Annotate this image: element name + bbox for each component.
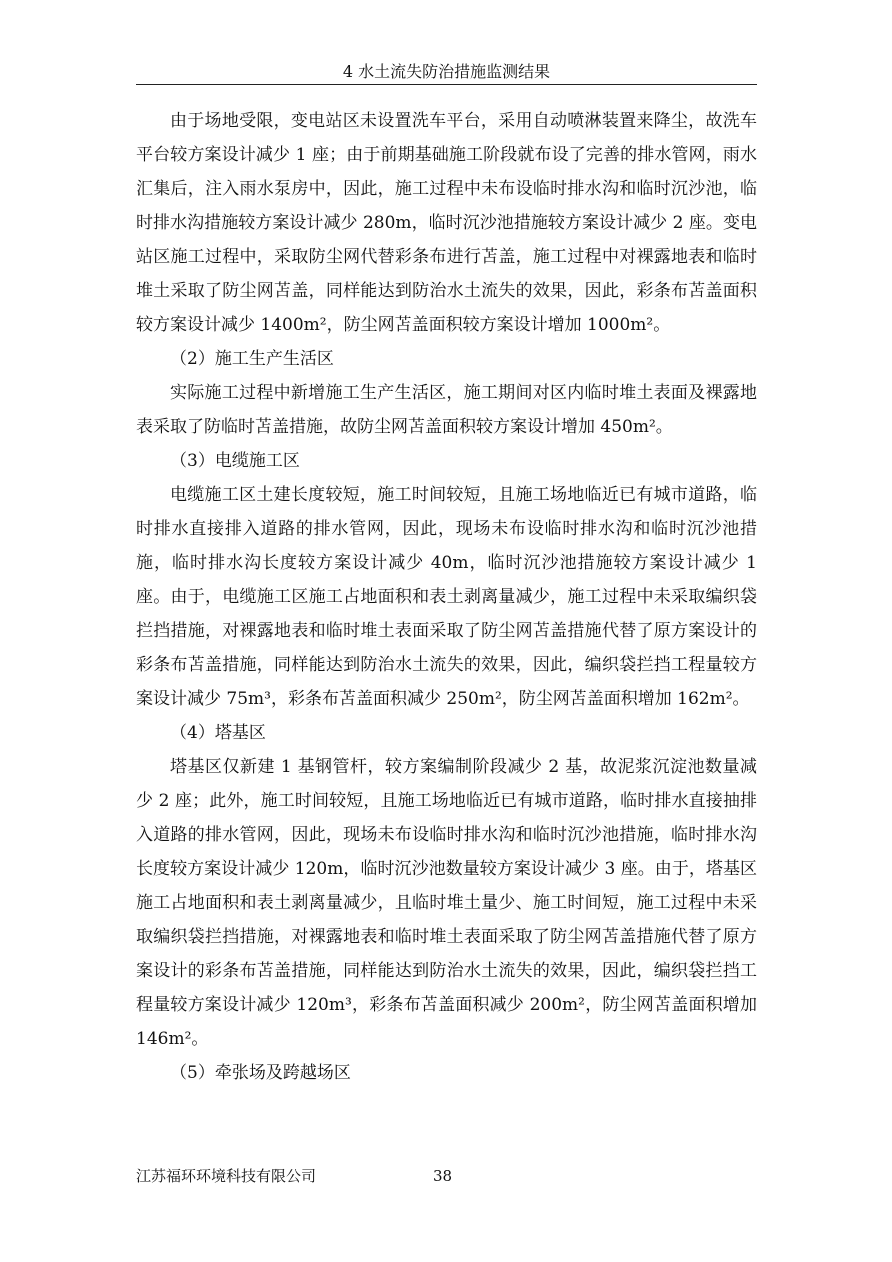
paragraph-cable-area: 电缆施工区土建长度较短，施工时间较短，且施工场地临近已有城市道路，临时排水直接排入道路的排水管网，因此，现场未布设临时排水沟和临时沉沙池措施，临时排水沟长度较方案设计减少 40m，临时沉沙池措施较方案设计减少 1 座。由于，电缆施工区施工占地面积和表土剥离量减少，施工过程中未采取编织袋拦挡措施，对裸露地表和临时堆土表面采取了防尘网苫盖措施代替了原方案设计的彩条布苫盖措施，同样能达到防治水土流失的效果，因此，编织袋拦挡工程量较方案设计减少 75m³，彩条布苫盖面积减少 250m²，防尘网苫盖面积增加 162m²。: [136, 485, 757, 709]
heading-construction-living-area: （2）施工生产生活区: [170, 349, 334, 369]
body-text: [136, 104, 757, 1090]
paragraph-tower-base-area: 塔基区仅新建 1 基钢管杆，较方案编制阶段减少 2 基，故泥浆沉淀池数量减少 2 座；此外，施工时间较短，且施工场地临近已有城市道路，临时排水直接抽排入道路的排水管网，因此，现场未布设临时排水沟和临时沉沙池措施，临时排水沟长度较方案设计减少 120m，临时沉沙池数量较方案设计减少 3 座。由于，塔基区施工占地面积和表土剥离量减少，且临时堆土量少、施工时间短，施工过程中未采取编织袋拦挡措施，对裸露地表和临时堆土表面采取了防尘网苫盖措施代替了原方案设计的彩条布苫盖措施，同样能达到防治水土流失的效果，因此，编织袋拦挡工程量较方案设计减少 120m³，彩条布苫盖面积减少 200m²，防尘网苫盖面积增加 146m²。: [136, 757, 757, 1049]
heading-tension-crossing-area: （5）牵张场及跨越场区: [170, 1063, 351, 1083]
heading-cable-area: （3）电缆施工区: [170, 451, 300, 471]
paragraph-substation: 由于场地受限，变电站区未设置洗车平台，采用自动喷淋装置来降尘，故洗车平台较方案设计减少 1 座；由于前期基础施工阶段就布设了完善的排水管网，雨水汇集后，注入雨水泵房中，因此，施工过程中未布设临时排水沟和临时沉沙池，临时排水沟措施较方案设计减少 280m，临时沉沙池措施较方案设计减少 2 座。变电站区施工过程中，采取防尘网代替彩条布进行苫盖，施工过程中对裸露地表和临时堆土采取了防尘网苫盖，同样能达到防治水土流失的效果，因此，彩条布苫盖面积较方案设计减少 1400m²，防尘网苫盖面积较方案设计增加 1000m²。: [136, 111, 758, 335]
header-rule: [136, 84, 757, 85]
running-header: 4 水土流失防治措施监测结果: [342, 62, 551, 81]
heading-tower-base-area: （4）塔基区: [170, 723, 266, 743]
page-number: 38: [433, 1167, 453, 1185]
footer-company: 江苏福环环境科技有限公司: [136, 1167, 317, 1185]
paragraph-construction-living-area: 实际施工过程中新增施工生产生活区，施工期间对区内临时堆土表面及裸露地表采取了防临时苫盖措施，故防尘网苫盖面积较方案设计增加 450m²。: [136, 383, 757, 437]
